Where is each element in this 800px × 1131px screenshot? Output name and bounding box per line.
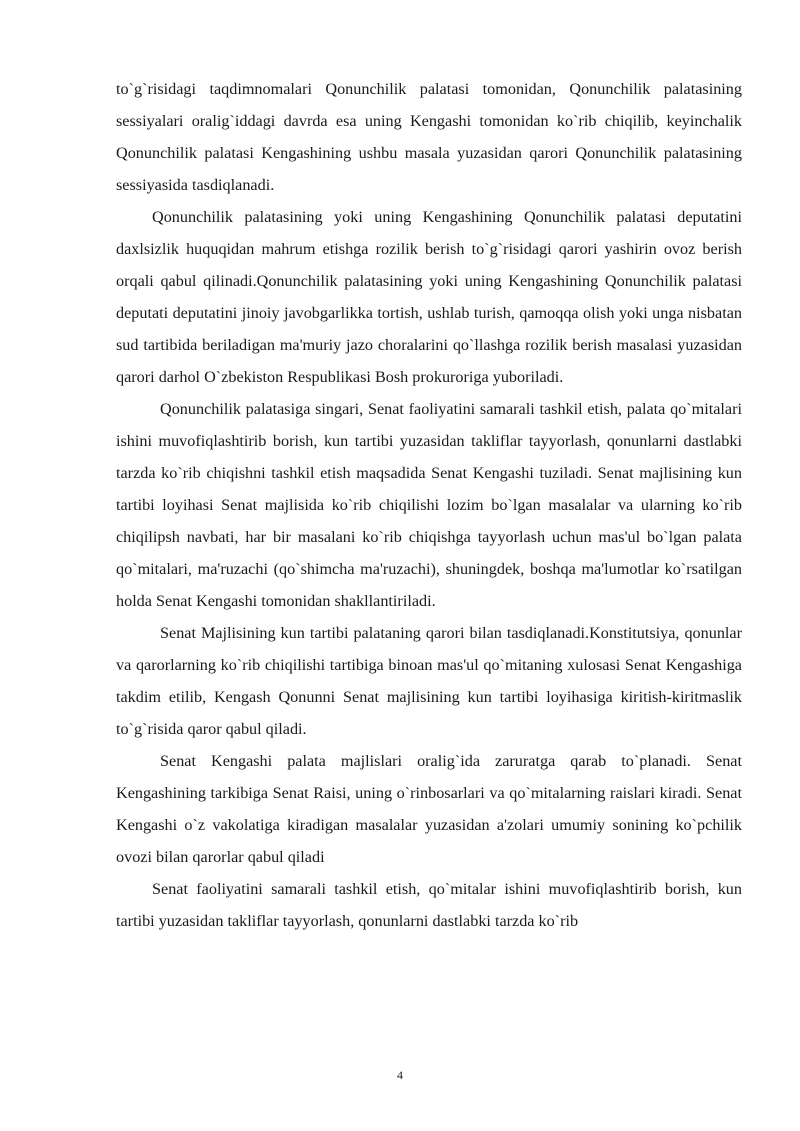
paragraph-1: to`g`risidagi taqdimnomalari Qonunchilik palatasi tomonidan, Qonunchilik palatasining sessiyalari oralig`iddagi davrda esa uning Kengashi tomonidan ko`rib chiqilib, keyinchalik Qonunchilik palatasi Kengashining ushbu masala yuzasidan qarori Qonunchilik palatasining sessiyasida tasdiqlanadi. (116, 80, 742, 194)
page-number: 4 (397, 1068, 403, 1082)
document-body (116, 73, 742, 937)
paragraph-6: Senat faoliyatini samarali tashkil etish, qo`mitalar ishini muvofiqlashtirib borish, kun tartibi yuzasidan takliflar tayyorlash, qonunlarni dastlabki tarzda ko`rib (116, 880, 742, 930)
paragraph-2: Qonunchilik palatasining yoki uning Kengashining Qonunchilik palatasi deputatini daxlsizlik huquqidan mahrum etishga rozilik berish to`g`risidagi qarori yashirin ovoz berish orqali qabul qilinadi.Qonunchilik palatasining yoki uning Kengashining Qonunchilik palatasi deputati deputatini jinoiy javobgarlikka tortish, ushlab turish, qamoqqa olish yoki unga nisbatan sud tartibida beriladigan ma'muriy jazo choralarini qo`llashga rozilik berish masalasi yuzasidan qarori darhol O`zbekiston Respublikasi Bosh prokuroriga yuboriladi. (116, 208, 742, 386)
paragraph-3: Qonunchilik palatasiga singari, Senat faoliyatini samarali tashkil etish, palata qo`mitalari ishini muvofiqlashtirib borish, kun tartibi yuzasidan takliflar tayyorlash, qonunlarni dastlabki tarzda ko`rib chiqishni tashkil etish maqsadida Senat Kengashi tuziladi. Senat majlisining kun tartibi loyihasi Senat majlisida ko`rib chiqilishi lozim bo`lgan masalalar va ularning ko`rib chiqilipsh navbati, har bir masalani ko`rib chiqishga tayyorlash uchun mas'ul bo`lgan palata qo`mitalari, ma'ruzachi (qo`shimcha ma'ruzachi), shuningdek, boshqa ma'lumotlar ko`rsatilgan holda Senat Kengashi tomonidan shakllantiriladi. (116, 400, 742, 610)
paragraph-5: Senat Kengashi palata majlislari oralig`ida zaruratga qarab to`planadi. Senat Kengashining tarkibiga Senat Raisi, uning o`rinbosarlari va qo`mitalarning raislari kiradi. Senat Kengashi o`z vakolatiga kiradigan masalalar yuzasidan a'zolari umumiy sonining ko`pchilik ovozi bilan qarorlar qabul qiladi (116, 752, 742, 866)
paragraph-4: Senat Majlisining kun tartibi palataning qarori bilan tasdiqlanadi.Konstitutsiya, qonunlar va qarorlarning ko`rib chiqilishi tartibiga binoan mas'ul qo`mitaning xulosasi Senat Kengashiga takdim etilib, Kengash Qonunni Senat majlisining kun tartibi loyihasiga kiritish-kiritmaslik to`g`risida qaror qabul qiladi. (116, 624, 742, 738)
